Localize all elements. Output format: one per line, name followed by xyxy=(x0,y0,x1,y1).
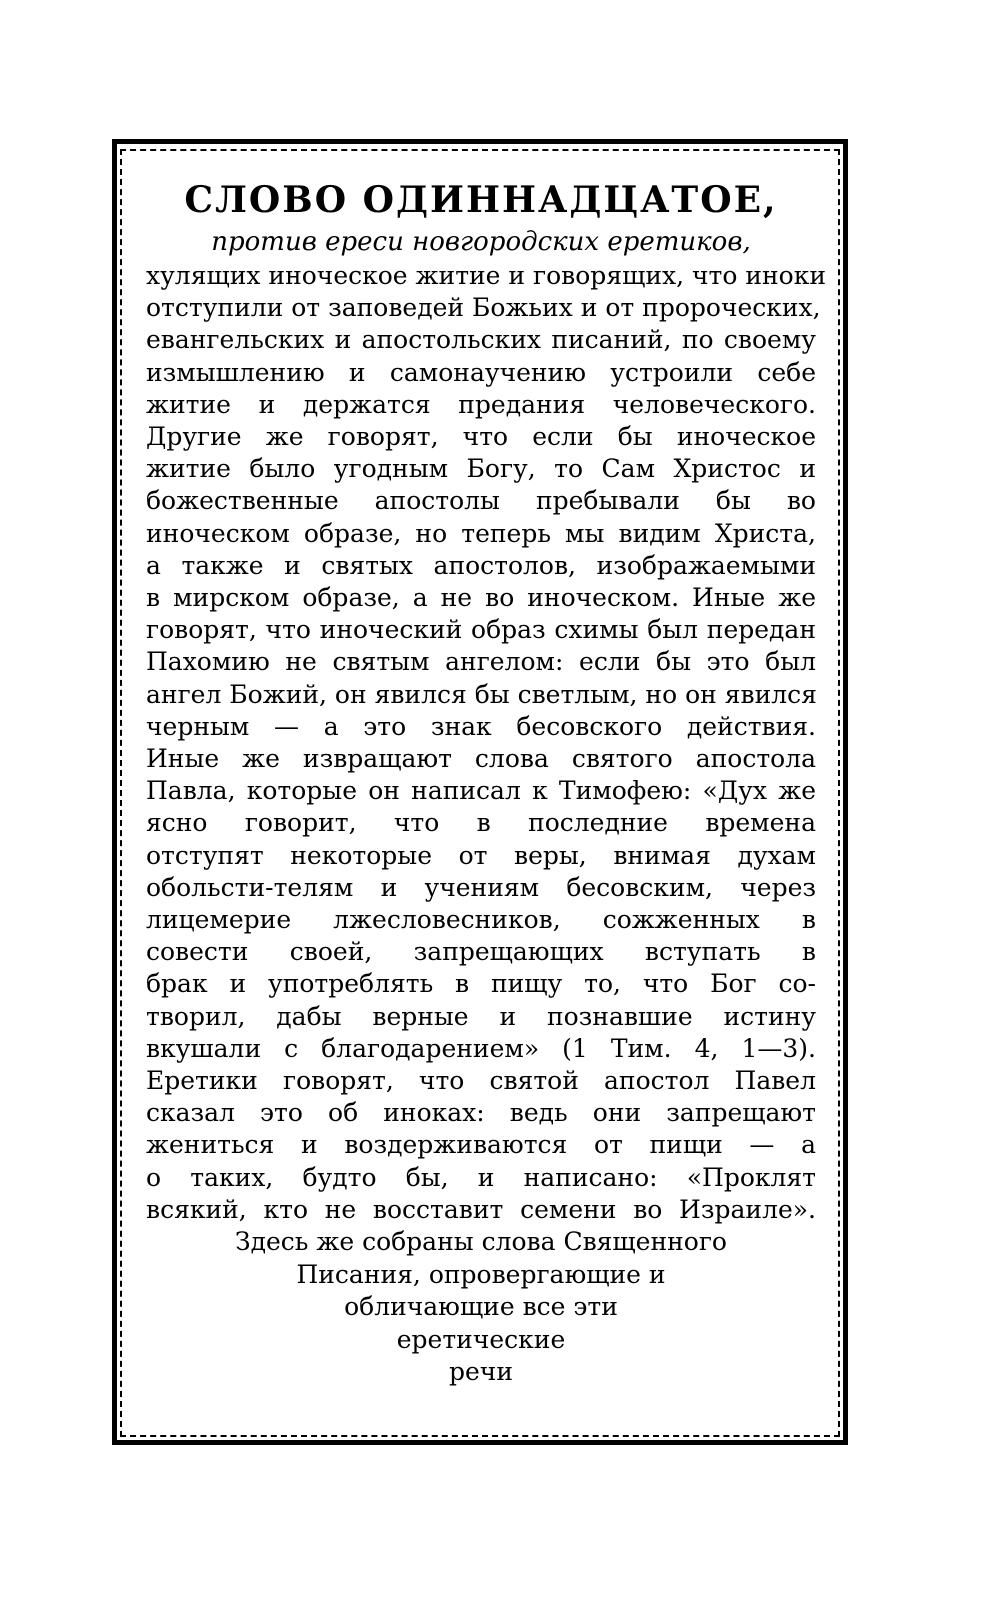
body-line: евангельских и апостольских писаний, по своему xyxy=(146,325,816,355)
body-line: отступили от заповедей Божьих и от пророческих, xyxy=(146,293,821,323)
body-line: Другие же говорят, что если бы иноческое xyxy=(146,422,816,452)
body-line: черным — а это знак бесовского действия. xyxy=(146,711,816,741)
page-title: СЛОВО ОДИННАДЦАТОЕ, xyxy=(184,179,778,221)
closing-line: Писания, опровергающие и xyxy=(296,1259,666,1289)
body-line: творил, дабы верные и познавшие истину xyxy=(146,1001,816,1031)
body-line: Пахомию не святым ангелом: если бы это был xyxy=(146,647,816,677)
body-line: житие было угодным Богу, то Сам Христос и xyxy=(146,454,816,484)
body-line: а также и святых апостолов, изображаемыми xyxy=(146,550,816,580)
body-line: совести своей, запрещающих вступать в xyxy=(146,937,816,967)
body-line: Еретики говорят, что святой апостол Павел xyxy=(146,1066,816,1096)
body-line: вкушали с благодарением» (1 Тим. 4, 1—3). xyxy=(146,1033,816,1063)
page-text xyxy=(146,176,827,1389)
closing-line: обличающие все эти xyxy=(344,1292,618,1322)
subtitle-line: против ереси новгородских еретиков, xyxy=(211,227,751,257)
body-line: иноческом образе, но теперь мы видим Христа, xyxy=(146,518,816,548)
closing-line: Здесь же собраны слова Священного xyxy=(235,1227,727,1257)
body-line: сказал это об иноках: ведь они запрещают xyxy=(146,1098,816,1128)
closing-line: еретические xyxy=(396,1324,566,1354)
body-line: брак и употреблять в пищу то, что Бог со- xyxy=(146,969,816,999)
body-line: всякий, кто не восставит семени во Израиле». xyxy=(146,1194,816,1224)
body-line: житие и держатся предания человеческого. xyxy=(146,389,816,419)
body-line: ясно говорит, что в последние времена xyxy=(146,808,816,838)
closing-text xyxy=(146,1226,816,1389)
body-line: лицемерие лжесловесников, сожженных в xyxy=(146,905,816,935)
body-line: в мирском образе, а не во иноческом. Иные же xyxy=(146,583,816,613)
body-line: Иные же извращают слова святого апостола xyxy=(146,744,816,774)
body-line: о таких, будто бы, и написано: «Проклят xyxy=(146,1162,816,1192)
body-line: говорят, что иноческий образ схимы был передан xyxy=(146,615,816,645)
body-text xyxy=(146,260,827,1226)
body-line: хулящих иноческое житие и говорящих, что иноки xyxy=(146,261,827,290)
body-line: отступят некоторые от веры, внимая духам xyxy=(146,840,816,870)
body-line: обольсти-телям и учениям бесовским, через xyxy=(146,872,816,902)
body-line: ангел Божий, он явился бы светлым, но он явился xyxy=(146,679,817,709)
body-line: жениться и воздерживаются от пищи — а xyxy=(146,1130,816,1160)
body-line: божественные апостолы пребывали бы во xyxy=(146,486,816,516)
closing-line: речи xyxy=(449,1357,513,1387)
body-line: измышлению и самонаучению устроили себе xyxy=(146,357,816,387)
body-line: Павла, которые он написал к Тимофею: «Дух же xyxy=(146,776,816,806)
